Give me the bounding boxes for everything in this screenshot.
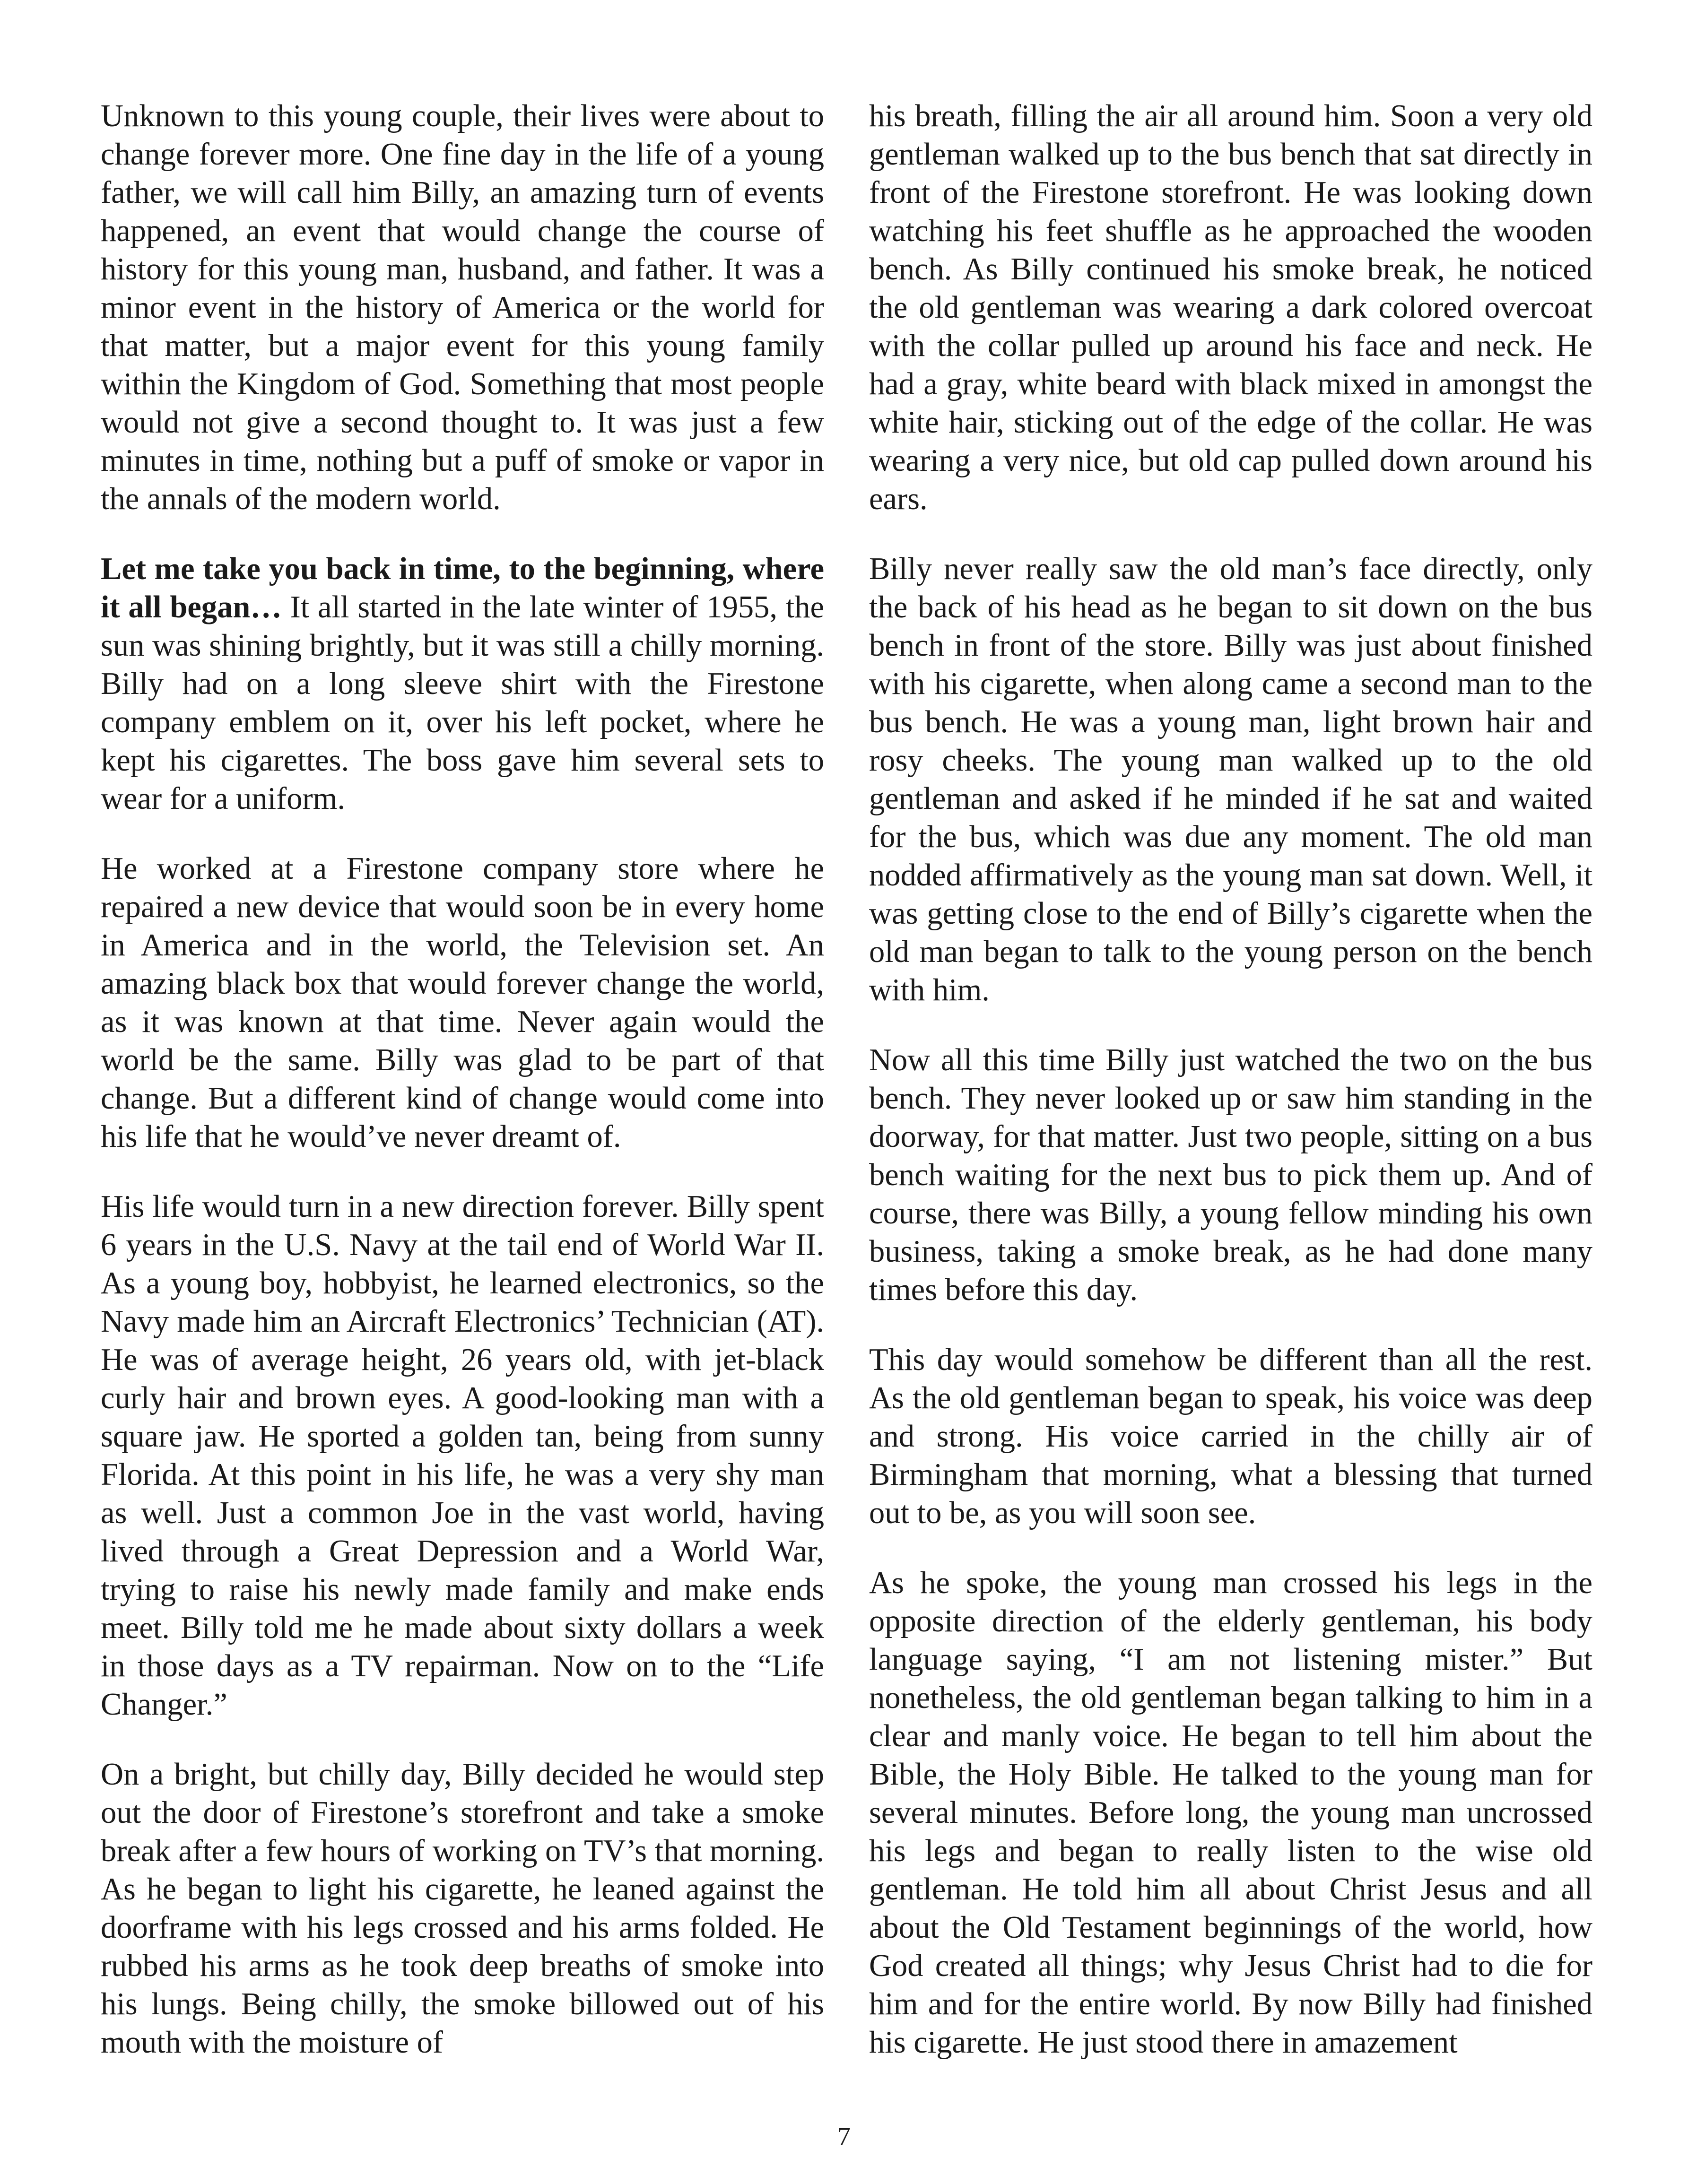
paragraph: Billy never really saw the old man’s face directly, only the back of his head as he began to sit down on the bus bench in front of the store. Billy was just about finished with his cigarette, when along came a second man to the bus bench. He was a young man, light brown hair and rosy cheeks. The young man walked up to the old gentleman and asked if he minded if he sat and waited for the bus, which was due any moment. The old man nodded affirmatively as the young man sat down. Well, it was getting close to the end of Billy’s cigarette when the old man began to talk to the young person on the bench with him. <box>869 552 1592 1007</box>
paragraph: On a bright, but chilly day, Billy decided he would step out the door of Firestone’s storefront and take a smoke break after a few hours of working on TV’s that morning. As he began to light his cigarette, he leaned against the doorframe with his legs crossed and his arms folded. He rubbed his arms as he took deep breaths of smoke into his lungs. Being chilly, the smoke billowed out of his mouth with the moisture of <box>101 1757 824 2060</box>
paragraph: His life would turn in a new direction forever. Billy spent 6 years in the U.S. Navy at the tail end of World War II. As a young boy, hobbyist, he learned electronics, so the Navy made him an Aircraft Electronics’ Technician (AT). He was of average height, 26 years old, with jet-black curly hair and brown eyes. A good-looking man with a square jaw. He sported a golden tan, being from sunny Florida. At this point in his life, he was a very shy man as well. Just a common Joe in the vast world, having lived through a Great Depression and a World War, trying to raise his newly made family and make ends meet. Billy told me he made about sixty dollars a week in those days as a TV repairman. Now on to the “Life Changer.” <box>101 1189 824 1722</box>
paragraph: As he spoke, the young man crossed his legs in the opposite direction of the elderly gentleman, his body language saying, “I am not listening mister.” But nonetheless, the old gentleman began talking to him in a clear and manly voice. He began to tell him about the Bible, the Holy Bible. He talked to the young man for several minutes. Before long, the young man uncrossed his legs and began to really listen to the wise old gentleman. He told him all about Christ Jesus and all about the Old Testament beginnings of the world, how God created all things; why Jesus Christ had to die for him and for the entire world. By now Billy had finished his cigarette. He just stood there in amazement <box>869 1566 1592 2060</box>
left-column <box>101 97 824 2062</box>
right-column <box>869 97 1592 2062</box>
paragraph: He worked at a Firestone company store where he repaired a new device that would soon be in every home in America and in the world, the Television set. An amazing black box that would forever change the world, as it was known at that time. Never again would the world be the same. Billy was glad to be part of that change. But a different kind of change would come into his life that he would’ve never dreamt of. <box>101 851 824 1154</box>
paragraph: Unknown to this young couple, their lives were about to change forever more. One fine day in the life of a young father, we will call him Billy, an amazing turn of events happened, an event that would change the course of history for this young man, husband, and father. It was a minor event in the history of America or the world for that matter, but a major event for this young family within the Kingdom of God. Something that most people would not give a second thought to. It was just a few minutes in time, nothing but a puff of smoke or vapor in the annals of the modern world. <box>101 99 824 516</box>
paragraph <box>101 550 824 818</box>
paragraph: his breath, filling the air all around him. Soon a very old gentleman walked up to the bus bench that sat directly in front of the Firestone storefront. He was looking down watching his feet shuffle as he approached the wooden bench. As Billy continued his smoke break, he noticed the old gentleman was wearing a dark colored overcoat with the collar pulled up around his face and neck. He had a gray, white beard with black mixed in amongst the white hair, sticking out of the edge of the collar. He was wearing a very nice, but old cap pulled down around his ears. <box>869 99 1592 516</box>
bold-lead-in: Let me take you back in time, to the beginning, where it all began… <box>101 552 824 624</box>
paragraph: This day would somehow be different than all the rest. As the old gentleman began to speak, his voice was deep and strong. His voice carried in the chilly air of Birmingham that morning, what a blessing that turned out to be, as you will soon see. <box>869 1343 1592 1530</box>
page-number: 7 <box>837 2122 851 2151</box>
paragraph: Now all this time Billy just watched the two on the bus bench. They never looked up or saw him standing in the doorway, for that matter. Just two people, sitting on a bus bench waiting for the next bus to pick them up. And of course, there was Billy, a young fellow minding his own business, taking a smoke break, as he had done many times before this day. <box>869 1043 1592 1307</box>
paragraph-text: It all started in the late winter of 1955, the sun was shining brightly, but it was still a chilly morning. Billy had on a long sleeve shirt with the Firestone company emblem on it, over his left pocket, where he kept his cigarettes. The boss gave him several sets to wear for a uniform. <box>101 590 824 816</box>
